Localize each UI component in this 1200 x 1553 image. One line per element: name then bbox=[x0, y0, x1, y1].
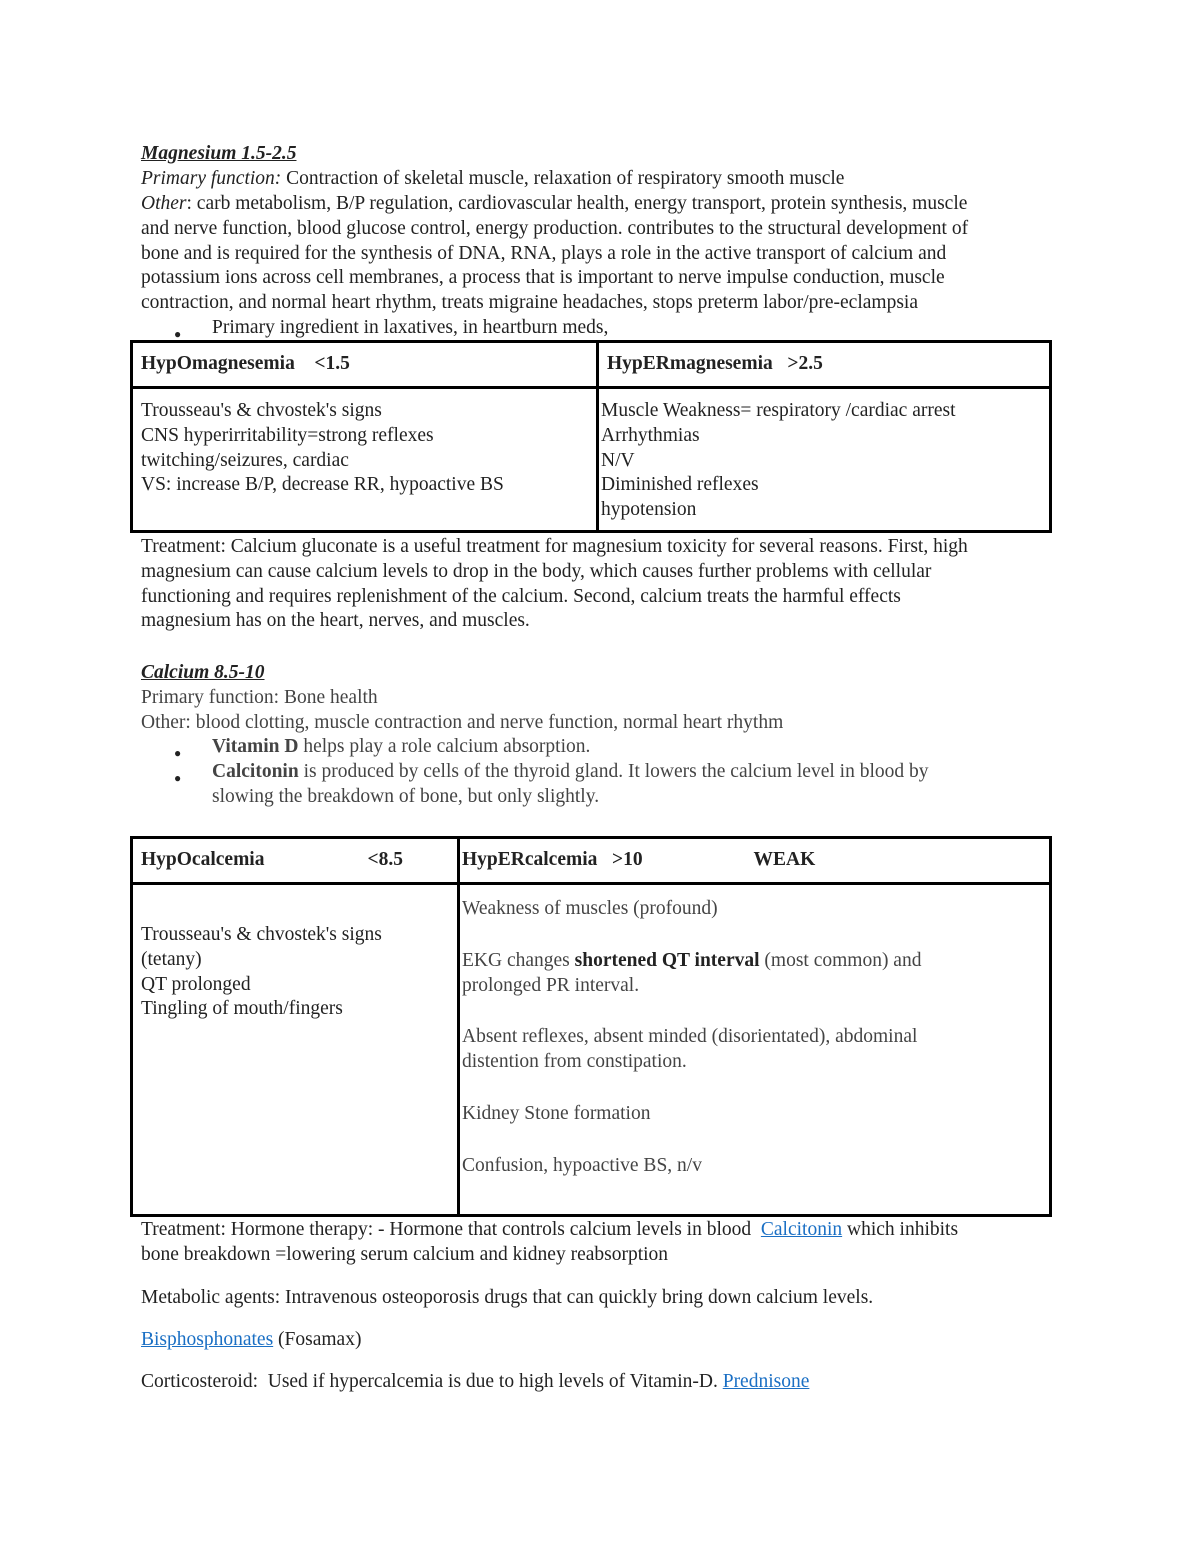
calcium-bullet-calcitonin: Calcitonin is produced by cells of the thyroid gland. It lowers the calcium level in blood by slowing the breakdown of bone, but only slightly. bbox=[212, 761, 929, 807]
calcium-title: Calcium 8.5-10 bbox=[141, 662, 265, 683]
calcium-bullet-vitamin-d: Vitamin D helps play a role calcium absorption. bbox=[212, 736, 591, 757]
bisphosphonates-link[interactable]: Bisphosphonates bbox=[141, 1329, 274, 1350]
calcium-primary-function: Primary function: Bone health bbox=[141, 687, 378, 708]
calcium-treatment: Treatment: Hormone therapy: - Hormone that controls calcium levels in blood Calcitonin which inhibits bone breakdown =lowering serum calcium and kidney reabsorption bbox=[141, 1219, 959, 1265]
hypercalcemia-header: HypERcalcemia >10 WEAK bbox=[459, 838, 1051, 884]
magnesium-title: Magnesium 1.5-2.5 bbox=[141, 143, 297, 164]
hypercalcemia-signs: Weakness of muscles (profound) EKG changes shortened QT interval (most common) and prolonged PR interval. Absent reflexes, absent minded (disorientated), abdominal distention from constipation. Kidney Stone formation Confusion, hypoactive BS, n/v bbox=[459, 884, 1051, 1216]
hypermagnesemia-signs: Muscle Weakness= respiratory /cardiac arrest Arrhythmias N/V Diminished reflexes hypotension bbox=[598, 388, 1051, 532]
magnesium-treatment: Treatment: Calcium gluconate is a useful treatment for magnesium toxicity for several reasons. First, high magnesium can cause calcium levels to drop in the body, which causes further problems with cellular functioning and requires replenishment of the calcium. Second, calcium treats the harmful effects magnesium has on the heart, nerves, and muscles. bbox=[141, 536, 968, 632]
magnesium-primary-function: Primary function: Contraction of skeletal muscle, relaxation of respiratory smooth muscle bbox=[141, 168, 845, 189]
magnesium-table bbox=[130, 340, 1052, 533]
hypomagnesemia-signs: Trousseau's & chvostek's signs CNS hyperirritability=strong reflexes twitching/seizures, cardiac VS: increase B/P, decrease RR, hypoactive BS bbox=[132, 388, 598, 532]
hypocalcemia-header: HypOcalcemia <8.5 bbox=[132, 838, 459, 884]
magnesium-bullet: Primary ingredient in laxatives, in heartburn meds, bbox=[212, 317, 609, 338]
hypomagnesemia-header: HypOmagnesemia <1.5 bbox=[132, 342, 598, 388]
bisphosphonates-line: Bisphosphonates (Fosamax) bbox=[141, 1329, 362, 1350]
calcitonin-link[interactable]: Calcitonin bbox=[760, 1219, 843, 1240]
bullet-icon: ● bbox=[174, 327, 182, 341]
hypermagnesemia-header: HypERmagnesemia >2.5 bbox=[598, 342, 1051, 388]
calcium-other: Other: blood clotting, muscle contraction and nerve function, normal heart rhythm bbox=[141, 712, 784, 733]
prednisone-link[interactable]: Prednisone bbox=[722, 1371, 810, 1392]
calcium-table bbox=[130, 836, 1052, 1217]
magnesium-other: Other: carb metabolism, B/P regulation, cardiovascular health, energy transport, protein synthesis, muscle and nerve function, blood glucose control, energy production. contributes to the structural development of bone and is required for the synthesis of DNA, RNA, plays a role in the active transport of calcium and potassium ions across cell membranes, a process that is important to nerve impulse conduction, muscle contraction, and normal heart rhythm, treats migraine headaches, stops preterm labor/pre-eclampsia bbox=[141, 193, 969, 314]
corticosteroid-line: Corticosteroid: Used if hypercalcemia is due to high levels of Vitamin-D. Prednisone bbox=[141, 1371, 810, 1392]
bullet-icon: ● bbox=[174, 746, 182, 760]
bullet-icon: ● bbox=[174, 771, 182, 785]
metabolic-agents: Metabolic agents: Intravenous osteoporosis drugs that can quickly bring down calcium levels. bbox=[141, 1287, 874, 1308]
hypocalcemia-signs: Trousseau's & chvostek's signs (tetany) QT prolonged Tingling of mouth/fingers bbox=[132, 884, 459, 1216]
